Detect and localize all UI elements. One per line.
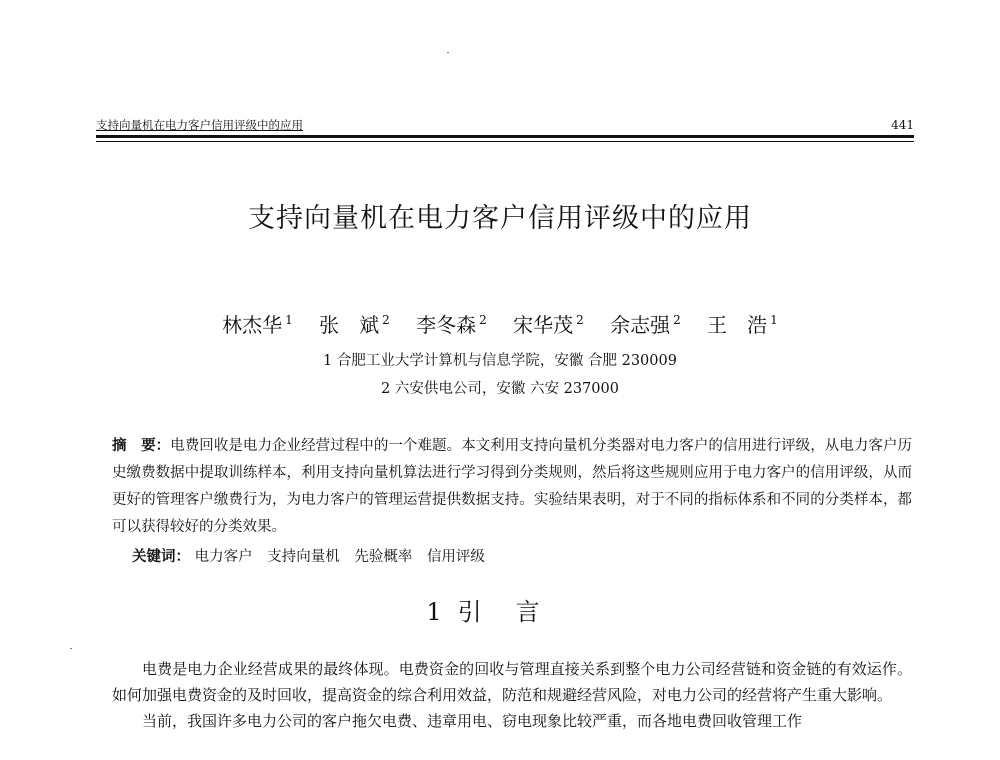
keyword: 先验概率 (354, 549, 413, 565)
keyword: 支持向量机 (267, 549, 340, 565)
affiliation: 1 合肥工业大学计算机与信息学院，安徽 合肥 230009 (323, 353, 677, 369)
author-affiliation-mark: 1 (285, 313, 293, 327)
author (610, 307, 681, 338)
keywords-label: 关键词： (132, 548, 190, 565)
header-rule-thick (96, 135, 914, 138)
running-head-title: 支持向量机在电力客户信用评级中的应用 (96, 118, 303, 132)
author-name: 王 浩 (707, 313, 768, 337)
abstract-text: 电费回收是电力企业经营过程中的一个难题。本文利用支持向量机分类器对电力客户的信用进行评级，从电力客户历史缴费数据中提取训练样本，利用支持向量机算法进行学习得到分类规则，然后将这些规则应用于电力客户的信用评级，从而更好的管理客户缴费行为，为电力客户的管理运营提供数据支持。实验结果表明，对于不同的指标体系和不同的分类样本，都可以获得较好的分类效果。 (112, 438, 912, 535)
author-affiliation-mark: 2 (479, 313, 487, 327)
author-name: 余志强 (610, 313, 671, 337)
author (319, 307, 390, 338)
section-title: 引言 (457, 598, 574, 626)
abstract (112, 432, 912, 541)
paragraph: 电费是电力企业经营成果的最终体现。电费资金的回收与管理直接关系到整个电力公司经营链和资金链的有效运作。如何加强电费资金的及时回收，提高资金的综合利用效益，防范和规避经营风险，对电力公司的经营将产生重大影响。 (112, 660, 912, 704)
author (416, 307, 487, 338)
keyword: 电力客户 (194, 549, 253, 565)
body-text (112, 656, 912, 734)
author-name: 林杰华 (222, 313, 283, 337)
section-number: 1 (426, 598, 444, 626)
author (222, 307, 293, 338)
author-list (0, 307, 1000, 338)
author-affiliation-mark: 1 (770, 313, 778, 327)
author-affiliation-mark: 2 (382, 313, 390, 327)
author-name: 张 斌 (319, 313, 380, 337)
author-affiliation-mark: 2 (576, 313, 584, 327)
abstract-label: 摘 要： (112, 437, 171, 454)
paper-title: 支持向量机在电力客户信用评级中的应用 (248, 203, 752, 234)
author-name: 宋华茂 (513, 313, 574, 337)
scan-speck (70, 648, 72, 649)
paragraph: 当前，我国许多电力公司的客户拖欠电费、违章用电、窃电现象比较严重，而各地电费回收管理工作 (142, 712, 803, 730)
author (707, 307, 778, 338)
author-affiliation-mark: 2 (673, 313, 681, 327)
affiliation: 2 六安供电公司，安徽 六安 237000 (381, 381, 619, 397)
section-heading (0, 597, 1000, 627)
page-number: 441 (891, 118, 914, 132)
header-rule-thin (96, 141, 914, 142)
author-name: 李冬森 (416, 313, 477, 337)
author (513, 307, 584, 338)
keyword: 信用评级 (426, 549, 485, 565)
keywords (132, 543, 912, 571)
scan-speck (447, 52, 449, 53)
